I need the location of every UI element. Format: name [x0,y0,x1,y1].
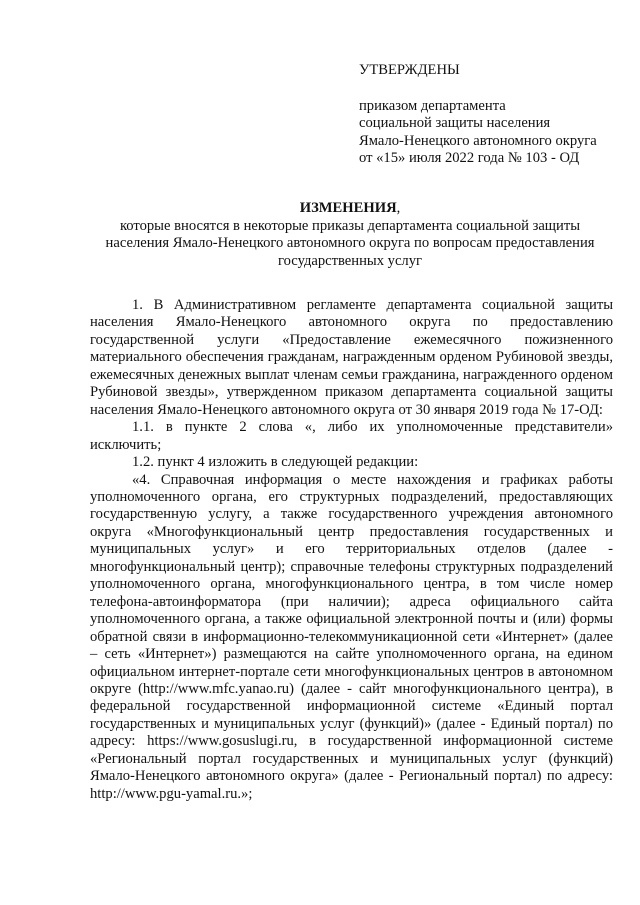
paragraph-1-2: 1.2. пункт 4 изложить в следующей редакции: [132,454,419,471]
approval-line-1: приказом департамента [359,97,506,114]
document-title-main: ИЗМЕНЕНИЯ [299,200,397,216]
paragraph-4-text: «4. Справочная информация о месте нахождения и графиках работы уполномоченного органа, его структурных подразделений, предоставляющих государственную услугу, а также государственного учреждения автономного округа «Многофункциональный центр предоставления государственных и муниципальных услуг» и его территориальных отделов (далее - многофункциональный центр); справочные телефоны структурных подразделений уполномоченного органа, многофункционального центра, в том числе номер телефона-автоинформатора (при наличии); адреса официального сайта уполномоченного органа, а также официальной электронной почты и (или) формы обратной связи в информационно-телекоммуникационной сети «Интернет» (далее – сеть «Интернет») размещаются на сайте уполномоченного органа, на едином официальном интернет-портале сети многофункциональных центров в автономном округе (http://www.mfc.yanao.ru) (далее - сайт многофункционального центра), в федеральной государственной информационной системе «Единый портал государственных и муниципальных услуг (функций)» (далее - Единый портал) по адресу: https://www.gosuslugi.ru, в государственной информационной системе «Региональный портал государственных и муниципальных услуг (функций) Ямало-Ненецкого автономного округа» (далее - Региональный портал) по адресу: http://www.pgu-yamal.ru.»; [90,471,613,802]
approval-block [359,62,619,168]
approval-line-2: социальной защиты населения [359,115,551,131]
document-title-block [90,200,610,270]
paragraph-1-1: 1.1. в пункте 2 слова «, либо их уполномоченные представители» исключить; [90,419,613,453]
document-title-comma: , [396,200,401,216]
document-subtitle: которые вносятся в некоторые приказы департамента социальной защиты населения Ямало-Ненецкого автономного округа по вопросам предоставления государственных услуг [105,217,595,269]
approval-line-3: Ямало-Ненецкого автономного округа [359,132,597,149]
paragraph-1: 1. В Административном регламенте департамента социальной защиты населения Ямало-Ненецкого автономного округа по предоставлению государственной услуги «Предоставление ежемесячного пожизненного материального обеспечения гражданам, награжденным орденом Рубиновой звезды, ежемесячных денежных выплат членам семьи гражданина, награжденного орденом Рубиновой звезды», утвержденном приказом департамента социальной защиты населения Ямало-Ненецкого автономного округа от 30 января 2019 года № 17-ОД: [90,297,613,418]
approval-line-4: от «15» июля 2022 года № 103 - ОД [359,150,580,166]
approval-heading: УТВЕРЖДЕНЫ [359,62,460,78]
document-body [90,297,613,803]
document-title [90,200,610,218]
